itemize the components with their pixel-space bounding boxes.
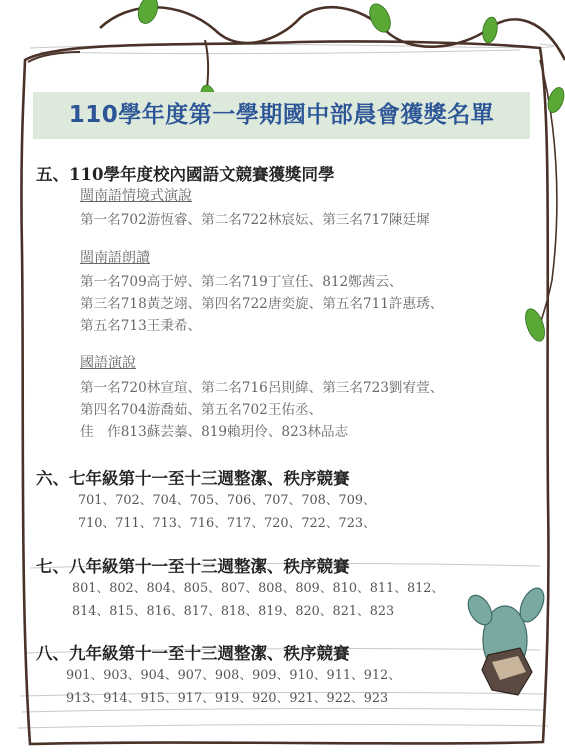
cactus-illustration <box>463 584 548 695</box>
section-heading-6: 六、七年級第十一至十三週整潔、秩序競賽 <box>36 469 350 488</box>
list-item: 814、815、816、817、818、819、820、821、823 <box>72 604 395 619</box>
page-title: 110學年度第一學期國中部晨會獲獎名單 <box>68 102 495 128</box>
list-item: 第五名713王秉希、 <box>80 318 202 334</box>
list-item: 佳 作813蘇芸蓁、819賴玥伶、823林品志 <box>80 424 349 440</box>
category-title: 閩南語朗讀 <box>80 250 150 266</box>
list-item: 913、914、915、917、919、920、921、922、923 <box>66 691 389 706</box>
list-item: 710、711、713、716、717、720、722、723、 <box>78 516 376 531</box>
list-item: 701、702、704、705、706、707、708、709、 <box>78 493 376 508</box>
list-item: 第一名709高于婷、第二名719丁宣任、812鄭茜云、 <box>80 274 403 290</box>
section-heading-7: 七、八年級第十一至十三週整潔、秩序競賽 <box>36 557 350 576</box>
list-item: 901、903、904、907、908、909、910、911、912、 <box>66 668 401 683</box>
list-item: 第三名718黃芝翊、第四名722唐奕旋、第五名711許惠琇、 <box>80 296 444 312</box>
list-item: 第一名702游恆睿、第二名722林宸妘、第三名717陳廷墀 <box>80 212 430 228</box>
list-item: 第四名704游喬茹、第五名702王佑丞、 <box>80 402 323 418</box>
list-item: 801、802、804、805、807、808、809、810、811、812、 <box>72 581 445 596</box>
category-title: 國語演說 <box>80 355 136 371</box>
section-heading-8: 八、九年級第十一至十三週整潔、秩序競賽 <box>36 644 350 663</box>
section-heading-5: 五、110學年度校內國語文競賽獲獎同學 <box>36 165 335 184</box>
list-item: 第一名720林宣瑄、第二名716呂則緯、第三名723劉宥萱、 <box>80 380 444 396</box>
category-title: 閩南語情境式演說 <box>80 188 192 204</box>
